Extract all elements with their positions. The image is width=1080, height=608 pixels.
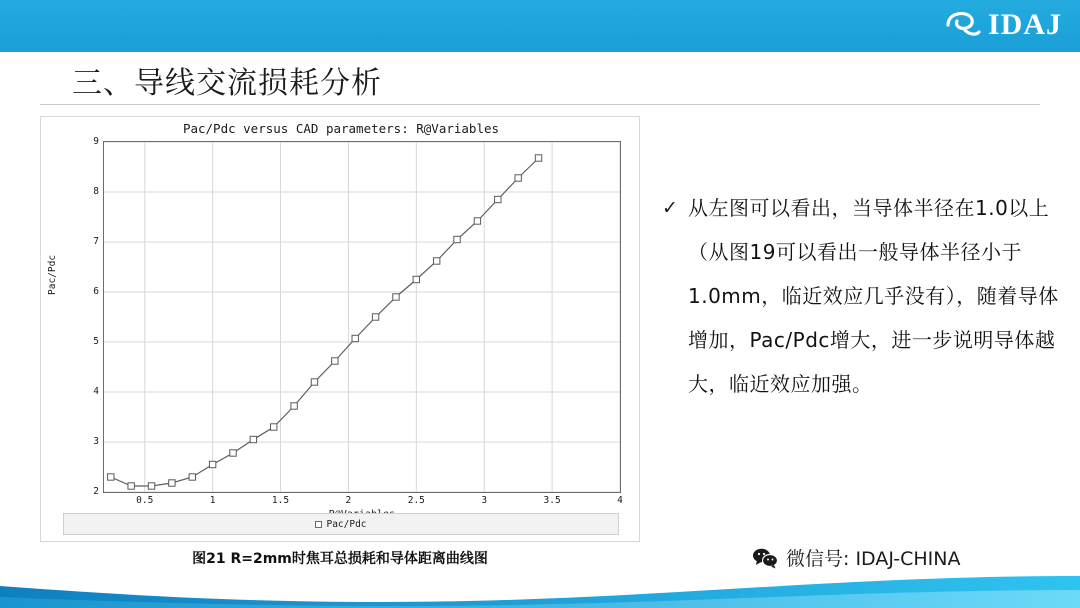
chart-panel: [40, 116, 640, 542]
figure-caption: 图21 R=2mm时焦耳总损耗和导体距离曲线图: [192, 551, 488, 567]
wechat-info: [752, 544, 961, 571]
idaj-swirl-icon: [944, 8, 982, 42]
chart-x-tick: 2.5: [407, 495, 425, 506]
chart-plot-area: [103, 141, 621, 493]
legend-label: Pac/Pdc: [326, 518, 367, 530]
chart-legend: [63, 513, 619, 535]
bottom-ribbon: [0, 572, 1080, 608]
chart-y-tick: 7: [93, 236, 99, 247]
chart-x-tick: 2: [345, 495, 352, 506]
legend-swatch-icon: [315, 521, 322, 528]
chart-y-tick: 3: [93, 436, 99, 447]
title-divider: [40, 104, 1040, 105]
chart-y-tick: 4: [93, 386, 99, 397]
brand-name: IDAJ: [987, 8, 1062, 41]
wechat-icon: [752, 547, 778, 569]
page-title: 三、导线交流损耗分析: [72, 66, 382, 101]
chart-y-tick: 2: [93, 486, 99, 497]
chart-y-axis-ticks: [41, 136, 99, 497]
chart-series-svg: [104, 142, 620, 492]
check-icon: ✓: [662, 197, 678, 219]
top-brand-bar: [0, 0, 1080, 52]
brand-logo: [944, 8, 1062, 42]
chart-y-tick: 6: [93, 286, 99, 297]
chart-x-tick: 1: [209, 495, 216, 506]
chart-x-tick: 3: [481, 495, 488, 506]
chart-x-tick: 1.5: [271, 495, 290, 506]
chart-x-tick: 0.5: [136, 495, 154, 506]
notes-block: [662, 186, 1064, 406]
chart-x-tick: 4: [617, 495, 623, 506]
chart-x-tick: 3.5: [543, 495, 561, 506]
legend-entry: [315, 519, 366, 530]
wechat-label: 微信号: IDAJ-CHINA: [786, 548, 961, 570]
chart-y-tick: 9: [93, 136, 99, 147]
chart-y-axis-label: Pac/Pdc: [47, 254, 58, 295]
chart-y-tick: 5: [93, 336, 99, 347]
chart-y-tick: 8: [93, 186, 99, 197]
chart-title: Pac/Pdc versus CAD parameters: R@Variables: [182, 121, 500, 136]
notes-text: 从左图可以看出，当导体半径在1.0以上（从图19可以看出一般导体半径小于1.0mm，临近效应几乎没有），随着导体增加，Pac/Pdc增大，进一步说明导体越大，临近效应加强。: [688, 196, 1059, 396]
chart-x-axis-ticks: [103, 495, 621, 509]
